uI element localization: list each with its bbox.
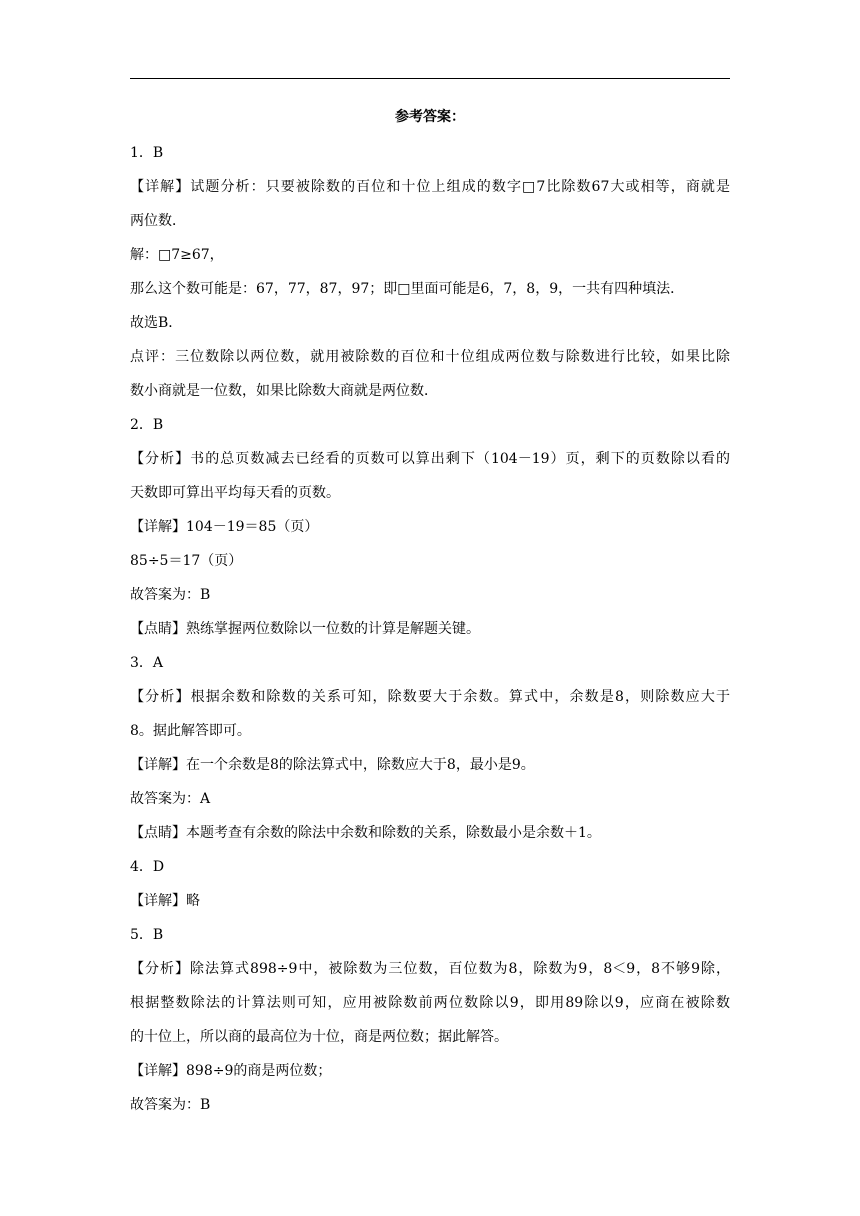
text-line: 2．B	[130, 417, 164, 433]
text-line: 【点睛】本题考查有余数的除法中余数和除数的关系，除数最小是余数＋1。	[130, 825, 601, 841]
text-line: 故选B．	[130, 315, 183, 331]
page-title: 参考答案：	[395, 109, 465, 125]
text-line: 【分析】根据余数和除数的关系可知，除数要大于余数。算式中，余数是8，则除数应大于	[130, 689, 730, 705]
text-line: 数小商就是一位数，如果比除数大商就是两位数．	[130, 383, 438, 399]
text-line: 4．D	[130, 859, 165, 875]
text-line: 故答案为：B	[130, 1097, 211, 1113]
answer-content	[130, 136, 730, 1122]
text-line: 两位数．	[130, 213, 186, 229]
text-line: 【分析】书的总页数减去已经看的页数可以算出剩下（104－19）页，剩下的页数除以看的	[130, 451, 730, 467]
text-line: 3．A	[130, 655, 164, 671]
header-rule	[130, 78, 730, 79]
text-line: 根据整数除法的计算法则可知，应用被除数前两位数除以9，即用89除以9，应商在被除数	[130, 995, 730, 1011]
text-line: 85÷5＝17（页）	[130, 553, 243, 569]
text-line: 【详解】在一个余数是8的除法算式中，除数应大于8，最小是9。	[130, 757, 535, 773]
text-line: 天数即可算出平均每天看的页数。	[130, 485, 340, 501]
text-line: 点评：三位数除以两位数，就用被除数的百位和十位组成两位数与除数进行比较，如果比除	[130, 349, 730, 365]
text-line: 【分析】除法算式898÷9中，被除数为三位数，百位数为8，除数为9，8＜9，8不够9除，	[130, 961, 730, 977]
text-line: 1．B	[130, 145, 164, 161]
text-line: 故答案为：A	[130, 791, 211, 807]
text-line: 【详解】898÷9的商是两位数；	[130, 1063, 332, 1079]
text-line: 的十位上，所以商的最高位为十位，商是两位数；据此解答。	[130, 1029, 508, 1045]
text-line: 【详解】试题分析：只要被除数的百位和十位上组成的数字□7比除数67大或相等，商就是	[130, 179, 730, 195]
text-line: 5．B	[130, 927, 164, 943]
text-line: 【点睛】熟练掌握两位数除以一位数的计算是解题关键。	[130, 621, 480, 637]
text-line: 那么这个数可能是：67，77，87，97；即□里面可能是6，7，8，9，一共有四种填法．	[130, 281, 685, 297]
text-line: 8。据此解答即可。	[130, 723, 251, 739]
text-line: 解：□7≥67，	[130, 247, 224, 263]
text-line: 【详解】104－19＝85（页）	[130, 519, 319, 535]
text-line: 故答案为：B	[130, 587, 211, 603]
text-line: 【详解】略	[130, 893, 200, 909]
